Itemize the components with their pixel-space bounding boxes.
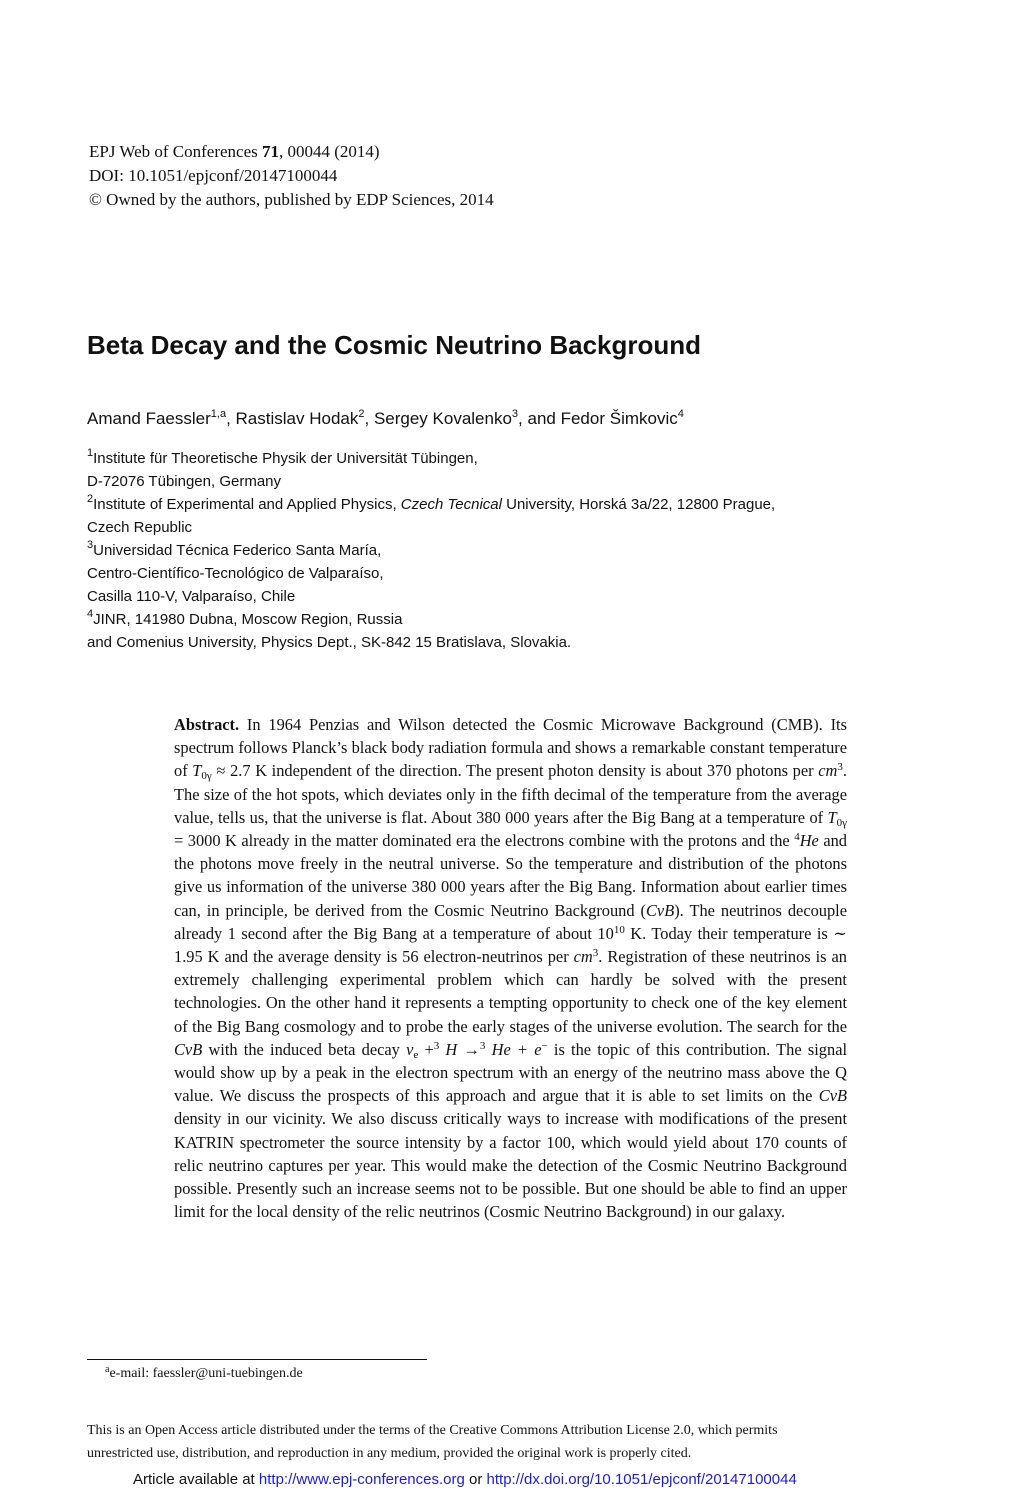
math-operator: + — [418, 1039, 434, 1059]
affiliation-3 — [87, 539, 947, 562]
abstract-text: and the photons move freely in the neutral universe. So the temperature and distribution of the photons give us information of the universe 380 000 years after the Big Bang. Information about earlier times can, in principle, be derived from the Cosmic Neutrino Background ( — [174, 831, 848, 920]
abstract-text: with the induced beta decay — [202, 1039, 407, 1059]
affiliation-3-cont: Casilla 110-V, Valparaíso, Chile — [87, 588, 296, 605]
abstract-text: . Registration of these neutrinos is an extremely challenging experimental problem which can hardly be solved with the present technologies. On the other hand it represents a tempting opportunity to check one of the key element of the Big Bang cosmology and to probe the early stages of the universe evolution. The search for the — [174, 947, 847, 1036]
math-symbol: cm — [818, 761, 838, 781]
author-name: Fedor Šimkovic — [560, 409, 678, 428]
author-affiliation-mark: 2 — [358, 408, 365, 420]
license-notice — [87, 1419, 937, 1465]
journal-line — [89, 140, 380, 164]
affiliation-number: 3 — [87, 539, 94, 551]
affiliation-number: 1 — [87, 447, 94, 459]
math-operator: → — [457, 1039, 480, 1059]
footnote — [105, 1364, 303, 1384]
license-line: This is an Open Access article distributed under the terms of the Creative Commons Attribution License 2.0, which permits — [87, 1423, 778, 1438]
affiliation-1 — [87, 447, 947, 470]
affiliation-2 — [87, 493, 947, 516]
math-superscript: 3 — [479, 1039, 486, 1052]
paper-title: Beta Decay and the Cosmic Neutrino Background — [87, 330, 702, 360]
affiliation-text: Institute für Theoretische Physik der Universität Tübingen, — [93, 450, 478, 467]
abstract — [174, 713, 847, 1223]
footnote-divider — [87, 1359, 427, 1360]
author-name: Sergey Kovalenko — [373, 409, 512, 428]
license-line: unrestricted use, distribution, and reproduction in any medium, provided the original work is properly cited. — [87, 1446, 692, 1461]
article-number: , 00044 (2014) — [279, 142, 380, 161]
footnote-text: e-mail: faessler@uni-tuebingen.de — [109, 1366, 303, 1381]
math-superscript: − — [541, 1039, 548, 1052]
abstract-text: K. Today their temperature is ∼ 1.95 K and the average density is 56 electron-neutrinos per — [174, 923, 848, 967]
math-superscript: 3 — [433, 1039, 440, 1052]
author-affiliation-mark: 3 — [511, 408, 519, 420]
abstract-text: ). The neutrinos decouple already 1 second after the Big Bang at a temperature of about 10 — [174, 900, 848, 943]
affiliation-text: Czech Tecnical — [400, 496, 502, 513]
author-separator: , — [364, 409, 374, 428]
availability-or: or — [464, 1471, 487, 1488]
copyright-text: Owned by the authors, published by EDP Sciences, 2014 — [106, 190, 494, 209]
math-symbol: H — [439, 1039, 458, 1059]
math-symbol: cm — [573, 947, 593, 967]
affiliation-4 — [87, 608, 947, 631]
author-affiliation-mark: 1,a — [210, 408, 227, 420]
author-affiliation-mark: 4 — [677, 408, 684, 420]
author-name: Rastislav Hodak — [235, 409, 359, 428]
math-symbol: T — [827, 807, 837, 827]
abstract-text: density in our vicinity. We also discuss critically ways to increase with modifications of the present KATRIN spectrometer the source intensity by a factor 100, which would yield about 170 counts of relic neutrino captures per year. This would make the detection of the Cosmic Neutrino Background possible. Presently such an increase seems not to be possible. But one should be able to find an upper limit for the local density of the relic neutrinos (Cosmic Neutrino Background) in our galaxy. — [174, 1109, 847, 1222]
affiliation-4-cont: and Comenius University, Physics Dept., SK-842 15 Bratislava, Slovakia. — [87, 634, 572, 651]
copyright-line — [89, 188, 494, 212]
author-separator: , and — [518, 409, 561, 428]
math-symbol: + e — [510, 1039, 542, 1059]
journal-name: EPJ Web of Conferences — [89, 142, 258, 161]
math-symbol: CνB — [174, 1039, 203, 1059]
math-symbol: CνB — [645, 900, 675, 920]
author-list — [87, 408, 684, 430]
abstract-text: is the topic of this contribution. The signal would show up by a peak in the electron spectrum with an energy of the neutrino mass above the Q value. We discuss the prospects of this approach and argue that it is able to set limits on the — [174, 1039, 848, 1106]
abstract-text: = 3000 K already in the matter dominated era the electrons combine with the protons and the — [174, 831, 795, 851]
author-name: Amand Faessler — [87, 409, 211, 428]
volume-number: 71 — [262, 142, 279, 161]
availability-prefix: Article available at — [133, 1471, 259, 1488]
math-symbol: T — [192, 761, 202, 781]
affiliation-2-cont: Czech Republic — [87, 519, 193, 536]
affiliation-text: Institute of Experimental and Applied Physics, — [93, 496, 401, 513]
copyright-icon: © — [89, 190, 102, 209]
affiliation-text: JINR, 141980 Dubna, Moscow Region, Russia — [93, 611, 403, 628]
math-superscript: 3 — [592, 947, 599, 960]
doi-line: DOI: 10.1051/epjconf/20147100044 — [89, 166, 338, 185]
math-subscript: 0γ — [201, 770, 212, 783]
doi-link[interactable]: http://dx.doi.org/10.1051/epjconf/20147100044 — [486, 1471, 797, 1488]
math-symbol: ν — [406, 1039, 414, 1059]
affiliation-number: 2 — [87, 493, 94, 505]
math-subscript: 0γ — [836, 816, 847, 829]
footnote-mark: a — [105, 1364, 110, 1375]
affiliation-3-cont: Centro-Científico-Tecnológico de Valparaíso, — [87, 565, 384, 582]
affiliation-text: University, Horská 3a/22, 12800 Prague, — [501, 496, 776, 513]
epj-conferences-link[interactable]: http://www.epj-conferences.org — [258, 1471, 465, 1488]
abstract-text: ≈ 2.7 K independent of the direction. The present photon density is about 370 photons per — [211, 761, 819, 781]
math-symbol: He — [485, 1039, 511, 1059]
affiliation-number: 4 — [87, 608, 94, 620]
abstract-text: In 1964 Penzias and Wilson detected the Cosmic Microwave Background (CMB). Its spectrum follows Planck’s black body radiation formula and shows a remarkable constant temperature of — [174, 715, 847, 781]
availability-line — [133, 1469, 797, 1491]
math-superscript: 10 — [613, 923, 625, 936]
affiliation-1-cont: D-72076 Tübingen, Germany — [87, 473, 282, 490]
math-superscript: 4 — [794, 831, 800, 844]
abstract-label: Abstract. — [174, 715, 240, 734]
math-superscript: 3 — [837, 761, 843, 774]
math-symbol: He — [799, 831, 819, 851]
math-symbol: CνB — [818, 1086, 847, 1106]
author-separator: , — [226, 409, 236, 428]
affiliation-text: Universidad Técnica Federico Santa María, — [93, 542, 382, 559]
math-subscript: e — [413, 1048, 419, 1061]
abstract-text: . The size of the hot spots, which deviates only in the fifth decimal of the temperature from the average value, tells us, that the universe is flat. About 380 000 years after the Big Bang at a temperature of — [174, 761, 847, 827]
